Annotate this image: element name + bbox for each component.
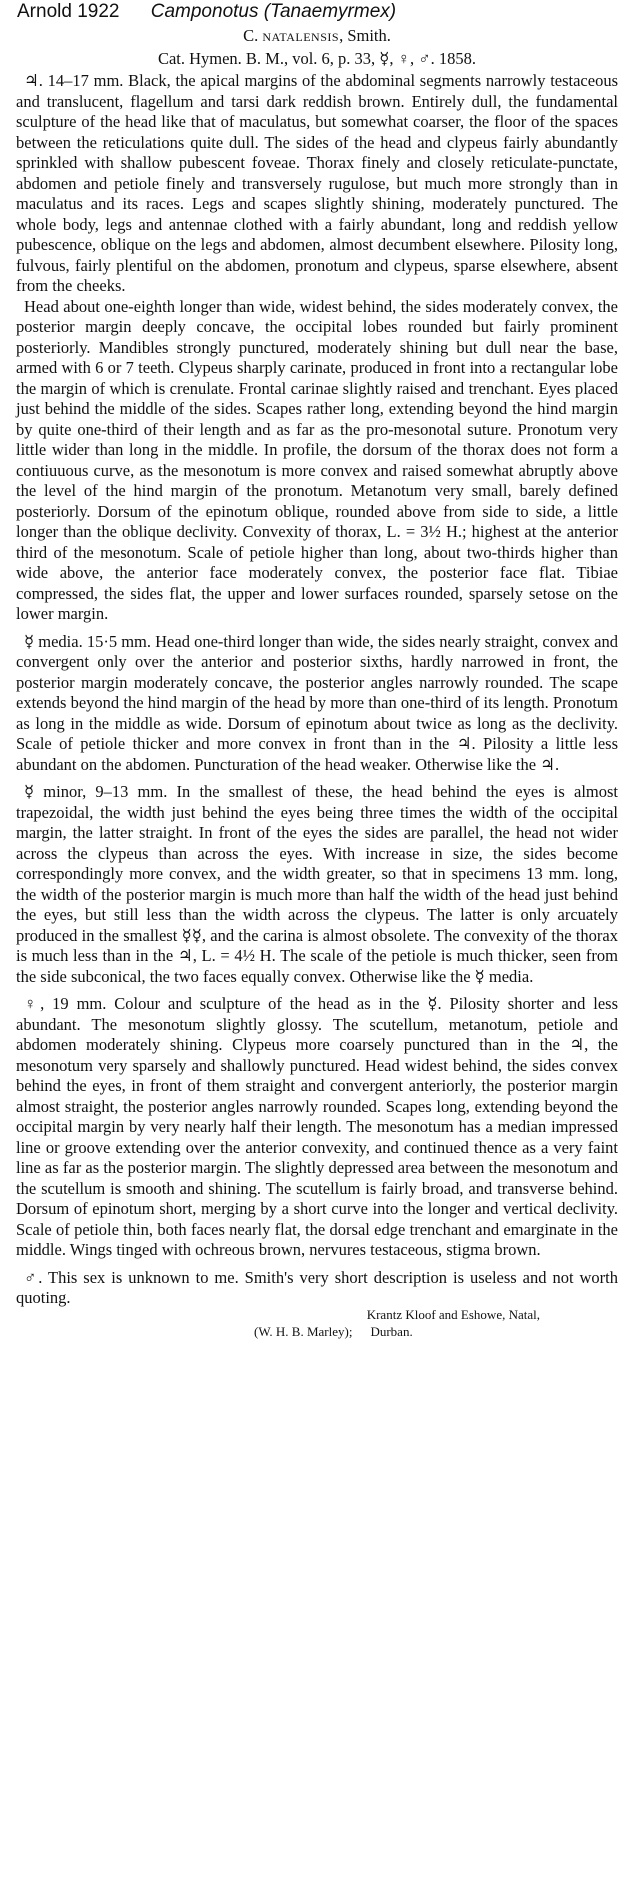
species-name: natalensis — [262, 26, 340, 45]
species-prefix: C. — [243, 26, 259, 45]
collector-line — [16, 1324, 618, 1339]
collector-name: (W. H. B. Marley); — [254, 1323, 353, 1339]
paragraph-male: ♂. This sex is unknown to me. Smith's very short description is useless and not worth quoting. — [16, 1267, 618, 1307]
paragraph-major-worker: ♃. 14–17 mm. Black, the apical margins of the abdominal segments narrowly testaceous and translucent, flagellum and tarsi dark reddish brown. Entirely dull, the fundamental sculpture of the head like that of maculatus, but somewhat coarser, the floor of the spaces between the reticulations quite dull. The sides of the head and clypeus fairly abundantly sprinkled with shallow pubescent foveae. Thorax finely and closely reticulate-punctate, abdomen and petiole finely and transversely rugulose, but much more strongly than in maculatus and its races. Legs and scapes slightly shining, moderately punctured. The whole body, legs and antennae clothed with a fairly abundant, long and reddish yellow pubescence, oblique on the legs and abdomen, almost decumbent elsewhere. Pilosity long, fulvous, fairly plentiful on the abdomen, pronotum and clypeus, sparse elsewhere, absent from the cheeks. — [16, 71, 618, 295]
genus-subgenus: Camponotus (Tanaemyrmex) — [150, 1, 397, 22]
paragraph-minor-worker: ☿ minor, 9–13 mm. In the smallest of these, the head behind the eyes is almost trapezoidal, the width just behind the eyes being three times the width of the occipital margin, the latter straight. In front of the eyes the sides are parallel, the head not wider across the clypeus than across the eyes. With increase in size, the sides become correspondingly more convex, and the width greater, so that in specimens 13 mm. long, the width of the posterior margin is much more than half the width of the head just behind the eyes, but still less than the width across the clypeus. The latter is only arcuately produced in the smallest ☿☿, and the carina is almost obsolete. The convexity of the thorax is much less than in the ♃, L. = 4½ H. The scale of the petiole is much thicker, seen from the side subconical, the two faces equally convex. Otherwise like the ☿ media. — [16, 782, 618, 986]
running-header — [16, 0, 618, 24]
locality-line: Krantz Kloof and Eshowe, Natal, — [366, 1306, 540, 1322]
author-year: Arnold 1922 — [17, 1, 120, 22]
locality-block — [16, 1307, 618, 1339]
citation-line: Cat. Hymen. B. M., vol. 6, p. 33, ☿, ♀, ♂. 1858. — [157, 49, 477, 68]
paragraph-female: ♀, 19 mm. Colour and sculpture of the head as in the ☿. Pilosity shorter and less abundant. The mesonotum slightly glossy. The scutellum, metanotum, petiole and abdomen moderately shining. Clypeus more coarsely punctured than in the ♃, the mesonotum very sparsely and shallowly punctured. Head widest behind, the sides convex behind the eyes, in front of them straight and convergent anteriorly, the posterior margin almost straight, the posterior angles narrowly rounded. Scapes long, extending beyond the occipital margin by very nearly half their length. The mesonotum has a median impressed line or groove extending over the anterior convexity, and continued thence as a very faint line as far as the posterior margin. The slightly depressed area between the mesonotum and the scutellum is smooth and shining. The scutellum is fairly broad, and transverse behind. Dorsum of epinotum short, merging by a short curve into the longer and vertical declivity. Scale of petiole thin, both faces nearly flat, the dorsal edge trenchant and emarginate in the middle. Wings tinged with ochreous brown, nervures testaceous, stigma brown. — [16, 994, 618, 1259]
locality-durban: Durban. — [370, 1323, 413, 1339]
document-page — [16, 0, 618, 1888]
species-authority: , Smith. — [339, 26, 391, 45]
species-heading — [16, 25, 618, 46]
paragraph-media-worker: ☿ media. 15·5 mm. Head one-third longer than wide, the sides nearly straight, convex and convergent only over the anterior and posterior sixths, hardly narrowed in front, the posterior margin moderately concave, the posterior angles narrowly rounded. The scape extends beyond the hind margin of the head by more than one-third of its length. Pronotum as long in the middle as wide. Dorsum of epinotum about twice as long as the declivity. Scale of petiole thicker and more convex in front than in the ♃. Pilosity a little less abundant on the abdomen. Puncturation of the head weaker. Otherwise like the ♃. — [16, 631, 618, 774]
description-body — [16, 71, 618, 1309]
paragraph-head-description: Head about one-eighth longer than wide, widest behind, the sides moderately convex, the posterior margin deeply concave, the occipital lobes rounded but fairly prominent posteriorly. Mandibles strongly punctured, moderately shining but dull near the base, armed with 6 or 7 teeth. Clypeus sharply carinate, produced in front into a rectangular lobe the margin of which is crenulate. Frontal carinae slightly raised and trenchant. Eyes placed just behind the middle of the sides. Scapes rather long, extending beyond the hind margin by quite one-third of their length and as far as the pro-mesonotal suture. Pronotum very little wider than long in the middle. In profile, the dorsum of the thorax does not form a contiuuous curve, as the mesonotum is more convex and raised somewhat abruptly above the level of the hind margin of the pronotum. Metanotum very small, barely defined posteriorly. Dorsum of the epinotum oblique, rounded above from side to side, a little longer than the oblique declivity. Convexity of thorax, L. = 3½ H.; highest at the anterior third of the mesonotum. Scale of petiole higher than long, about two-thirds higher than wide above, the anterior face moderately convex, the posterior face flat. Tibiae compressed, the sides flat, the upper and lower surfaces rounded, sparsely setose on the lower margin. — [16, 296, 618, 623]
